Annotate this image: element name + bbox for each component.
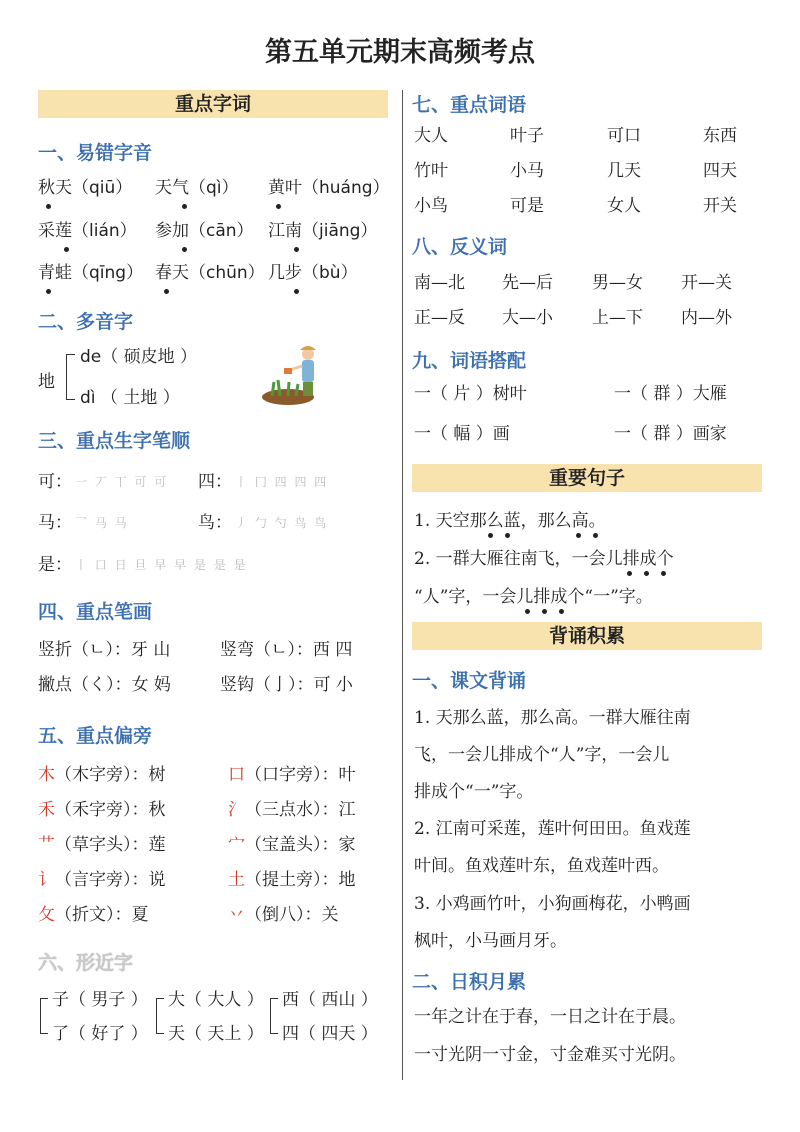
emphasis-dot <box>294 247 299 252</box>
phrase: 小鸟 <box>414 196 448 216</box>
recite-line: 1. 天那么蓝，那么高。一群大雁往南 <box>414 708 691 728</box>
emphasis-dot <box>64 247 69 252</box>
emphasis-dot <box>661 571 666 576</box>
brace <box>156 998 164 1034</box>
radical-item: 氵（三点水）：江 <box>228 800 356 820</box>
similar-char: 西（ 西山 ） <box>282 990 378 1010</box>
radical-item: 讠（言字旁）：说 <box>38 870 166 890</box>
polyphone-reading: de（ 硕皮地 ） <box>80 347 198 367</box>
heading-pronunciation: 一、易错字音 <box>38 142 153 164</box>
radical-item: 木（木字旁）：树 <box>38 765 166 785</box>
gardener-illustration <box>258 342 328 408</box>
recite-line: 排成个“一”字。 <box>414 782 534 802</box>
page-title: 第五单元期末高频考点 <box>265 37 535 68</box>
brace <box>40 998 48 1034</box>
similar-char: 子（ 男子 ） <box>52 990 148 1010</box>
antonym-pair: 大—小 <box>502 308 553 328</box>
pinyin-item: 黄叶（huáng） <box>268 178 390 198</box>
column-divider <box>402 90 403 1080</box>
phrase: 叶子 <box>510 126 544 146</box>
emphasis-dot <box>627 571 632 576</box>
phrase: 可是 <box>510 196 544 216</box>
antonym-pair: 先—后 <box>502 273 553 293</box>
emphasis-dot <box>182 204 187 209</box>
emphasis-dot <box>576 533 581 538</box>
recite-line: 枫叶，小马画月牙。 <box>414 931 567 951</box>
stroke-sequence: 一 丆 丅 可 可 <box>75 475 169 489</box>
radical: 攵 <box>38 905 55 925</box>
emphasis-dot <box>294 289 299 294</box>
heading-radicals: 五、重点偏旁 <box>38 725 153 747</box>
collocation: 一（ 群 ）画家 <box>614 424 727 444</box>
radical: 讠 <box>38 870 55 890</box>
stroke-sequence: 乛 马 马 <box>75 516 129 530</box>
phrase: 大人 <box>414 126 448 146</box>
radical-item: 土（提土旁）：地 <box>228 870 356 890</box>
radical: 土 <box>228 870 245 890</box>
brace <box>270 998 278 1034</box>
emphasis-dot <box>182 247 187 252</box>
recite-line: 3. 小鸡画竹叶，小狗画梅花，小鸭画 <box>414 894 691 914</box>
heading-daily-accumulation: 二、日积月累 <box>412 971 527 993</box>
radical: 氵 <box>228 800 245 820</box>
emphasis-dot <box>46 289 51 294</box>
recite-line: 2. 江南可采莲，莲叶何田田。鱼戏莲 <box>414 819 691 839</box>
heading-strokes: 四、重点笔画 <box>38 601 153 623</box>
band-recitation: 背诵积累 <box>412 622 762 650</box>
pinyin-item: 春天（chūn） <box>155 263 265 283</box>
antonym-pair: 内—外 <box>681 308 732 328</box>
phrase: 几天 <box>607 161 641 181</box>
collocation: 一（ 片 ）树叶 <box>414 384 527 404</box>
stroke-char: 鸟： <box>198 513 232 533</box>
collocation: 一（ 群 ）大雁 <box>614 384 727 404</box>
radical: 木 <box>38 765 55 785</box>
proverb: 一年之计在于春，一日之计在于晨。 <box>414 1007 686 1027</box>
emphasis-dot <box>488 533 493 538</box>
pinyin-item: 采莲（lián） <box>38 221 137 241</box>
radical-item: 丷（倒八）：关 <box>228 905 339 925</box>
similar-char: 天（ 天上 ） <box>168 1024 264 1044</box>
emphasis-dot <box>46 204 51 209</box>
heading-collocations: 九、词语搭配 <box>412 350 527 372</box>
emphasis-dot <box>505 533 510 538</box>
phrase: 四天 <box>703 161 737 181</box>
antonym-pair: 男—女 <box>592 273 643 293</box>
polyphone-reading: dì （ 土地 ） <box>80 388 180 408</box>
similar-char: 了（ 好了 ） <box>52 1024 148 1044</box>
stroke-sequence: 丨 冂 四 四 四 <box>235 475 329 489</box>
heading-text-recitation: 一、课文背诵 <box>412 670 527 692</box>
radical: 口 <box>228 765 245 785</box>
radical-item: 口（口字旁）：叶 <box>228 765 356 785</box>
radical: 禾 <box>38 800 55 820</box>
stroke-item: 竖折（ㄴ）：牙 山 <box>38 640 171 660</box>
sentence-line: 1. 天空那么蓝，那么高。 <box>414 511 606 531</box>
heading-stroke-order: 三、重点生字笔顺 <box>38 430 191 452</box>
stroke-item: 撇点（く）：女 妈 <box>38 675 171 695</box>
pinyin-item: 参加（cān） <box>155 221 254 241</box>
antonym-pair: 开—关 <box>681 273 732 293</box>
stroke-item: 竖弯（ㄴ）：西 四 <box>220 640 353 660</box>
emphasis-dot <box>542 609 547 614</box>
radical-item: 禾（禾字旁）：秋 <box>38 800 166 820</box>
collocation: 一（ 幅 ）画 <box>414 424 510 444</box>
pinyin-item: 天气（qì） <box>155 178 239 198</box>
emphasis-dot <box>644 571 649 576</box>
stroke-sequence: 丿 勹 勺 鸟 鸟 <box>235 516 329 530</box>
band-key-sentences: 重要句子 <box>412 464 762 492</box>
antonym-pair: 正—反 <box>414 308 465 328</box>
radical-item: 艹（草字头）：莲 <box>38 835 166 855</box>
radical-item: 宀（宝盖头）：家 <box>228 835 356 855</box>
brace <box>66 354 75 400</box>
pinyin-item: 江南（jiāng） <box>268 221 378 241</box>
pinyin-item: 青蛙（qīng） <box>38 263 144 283</box>
phrase: 开关 <box>703 196 737 216</box>
similar-char: 大（ 大人 ） <box>168 990 264 1010</box>
emphasis-dot <box>276 204 281 209</box>
recite-line: 叶间。鱼戏莲叶东，鱼戏莲叶西。 <box>414 856 669 876</box>
stroke-char: 可： <box>38 472 72 492</box>
heading-similar-chars: 六、形近字 <box>38 952 134 974</box>
sentence-line: 2. 一群大雁往南飞，一会儿排成个 <box>414 549 674 569</box>
phrase: 可口 <box>607 126 641 146</box>
polyphone-char: 地 <box>38 372 55 392</box>
stroke-char: 马： <box>38 513 72 533</box>
phrase: 女人 <box>607 196 641 216</box>
heading-key-phrases: 七、重点词语 <box>412 94 527 116</box>
proverb: 一寸光阴一寸金，寸金难买寸光阴。 <box>414 1045 686 1065</box>
emphasis-dot <box>164 289 169 294</box>
recite-line: 飞，一会儿排成个“人”字，一会儿 <box>414 745 670 765</box>
stroke-char: 四： <box>198 472 232 492</box>
pinyin-item: 几步（bù） <box>268 263 358 283</box>
phrase: 东西 <box>703 126 737 146</box>
emphasis-dot <box>559 609 564 614</box>
phrase: 小马 <box>510 161 544 181</box>
antonym-pair: 南—北 <box>414 273 465 293</box>
phrase: 竹叶 <box>414 161 448 181</box>
radical: 艹 <box>38 835 55 855</box>
radical: 丷 <box>228 905 245 925</box>
antonym-pair: 上—下 <box>592 308 643 328</box>
heading-antonyms: 八、反义词 <box>412 236 508 258</box>
radical-item: 攵（折文）：夏 <box>38 905 149 925</box>
emphasis-dot <box>593 533 598 538</box>
stroke-sequence: 丨 口 日 旦 早 早 是 是 是 <box>75 558 248 572</box>
sentence-line: “人”字，一会儿排成个“一”字。 <box>414 587 653 607</box>
pinyin-item: 秋天（qiū） <box>38 178 133 198</box>
heading-polyphone: 二、多音字 <box>38 311 134 333</box>
stroke-item: 竖钩（亅）：可 小 <box>220 675 353 695</box>
emphasis-dot <box>525 609 530 614</box>
band-key-words: 重点字词 <box>38 90 388 118</box>
similar-char: 四（ 四天 ） <box>282 1024 378 1044</box>
stroke-char: 是： <box>38 555 72 575</box>
radical: 宀 <box>228 835 245 855</box>
